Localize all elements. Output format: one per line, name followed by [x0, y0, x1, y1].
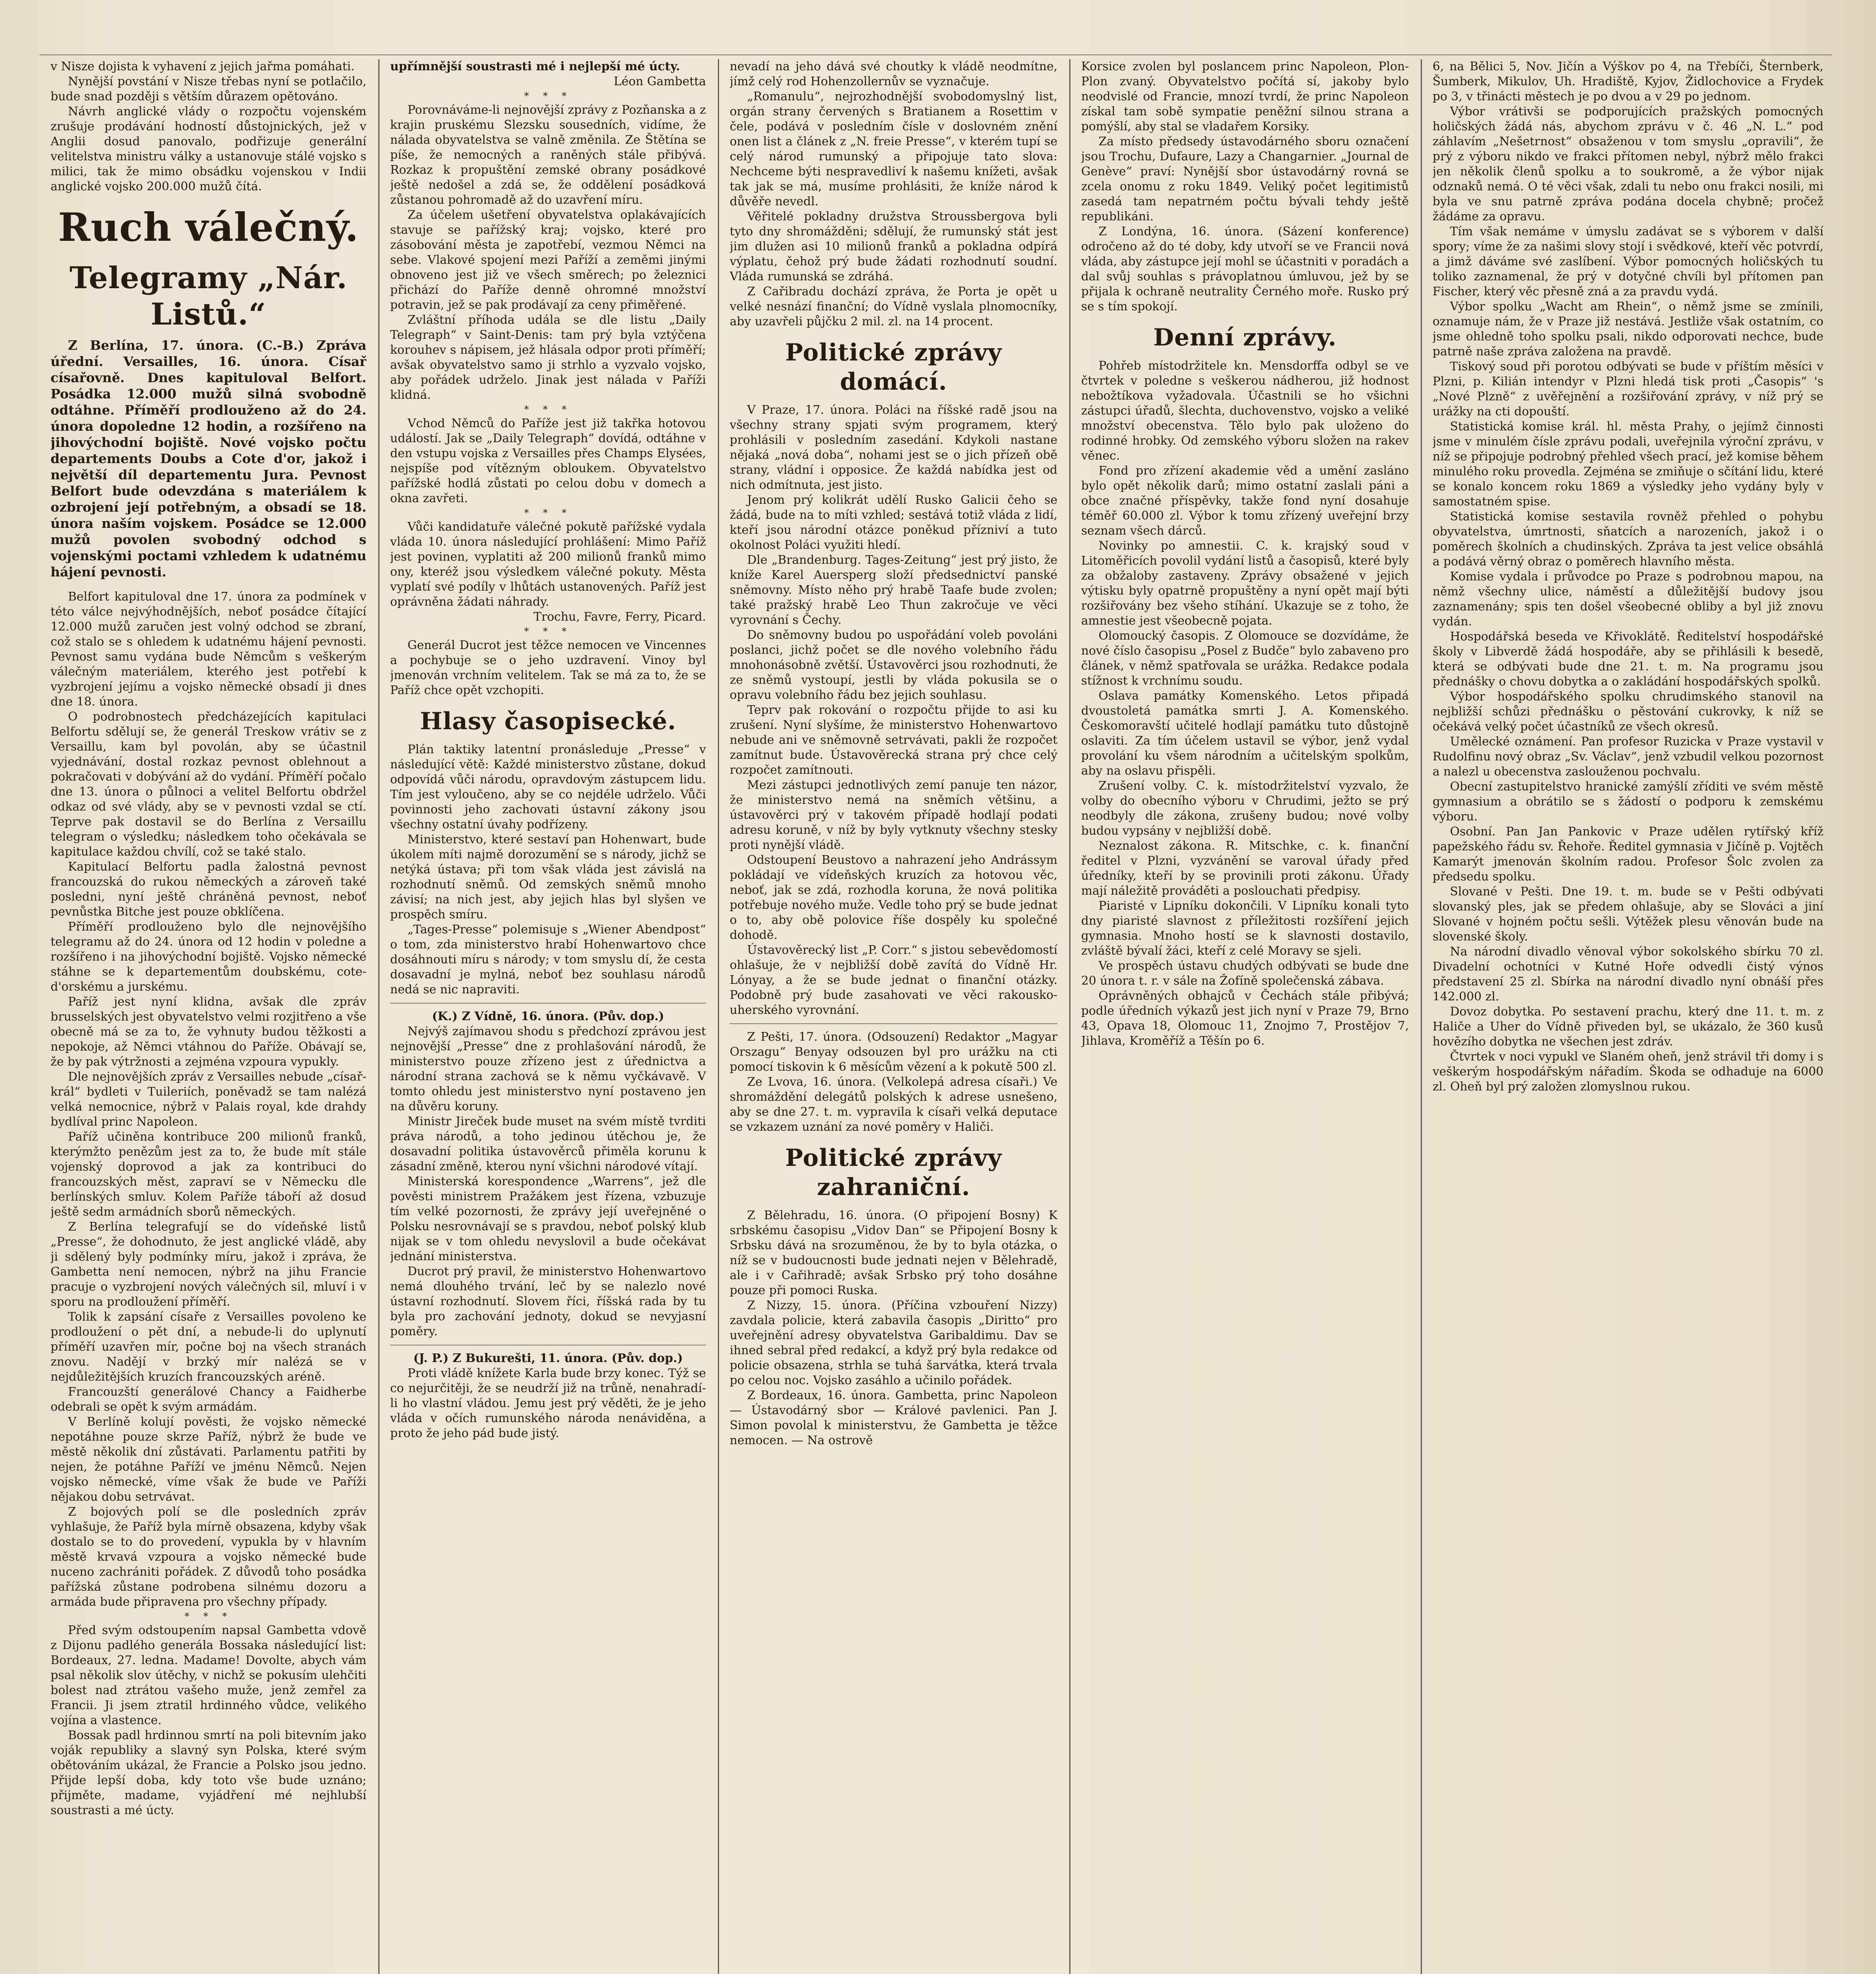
paragraph: Fond pro zřízení akademie věd a umění zasláno bylo opět několik darů; mimo ostatní zaslali páni a obce značné příspěvky, takže fond nyní dosahuje téměř 60.000 zl. Výbor k tomu zřízený uveřejní brzy seznam všech dárců.: [1081, 464, 1409, 538]
paragraph: upřímnější soustrasti mé i nejlepší mé úcty.: [390, 60, 680, 73]
paragraph: Oslava památky Komenského. Letos připadá dvoustoletá památka smrti J. A. Komenského. Českomoravští učitelé hodlají památku tuto důstojně oslaviti. Za tím účelem ustavil se výbor, jenž vydal provolání ku všem národním a učitelským spolkům, aby na oslavu přispěli.: [1081, 689, 1409, 778]
paragraph: Francouzští generálové Chancy a Faidherbe odebrali se opět k svým armádám.: [51, 1385, 366, 1414]
paragraph: Paříž jest nyní klidna, avšak dle zpráv brusselských jest obyvatelstvo velmi rozjitřeno a vše obecně má se za to, že vyhnuty budou těžkosti a nepokoje, až Němci vtáhnou do Paříže. Obávají se, že by pak výtržnosti a zejména vzpoura vypukly.: [51, 995, 366, 1069]
paragraph: Novinky po amnestii. C. k. krajský soud v Litoměřicích povolil vydání listů a časopisů, které byly za obžaloby zastaveny. Zprávy obsažené v jejich výtisku byly opatrně propuštěny a nyní opět mají býti rozšiřovány bez všeho stíhání. Ukazuje se z toho, že amnestie jest všeobecně pojata.: [1081, 539, 1409, 628]
column-1: [51, 59, 366, 1974]
divider: [730, 1023, 1057, 1024]
paragraph: Ministerská korespondence „Warrens“, jež dle pověsti ministrem Pražákem jest řízena, vzbuzuje tím velké pozornosti, že zprávy její uveřejněné o Polsku nesrovnávají se s pravdou, neboť polský klub nijak se v tom ohledu nevyslovil a bude očekávat jednání ministerstva.: [390, 1175, 706, 1263]
paragraph: Statistická komise král. hl. města Prahy, o jejímž činnosti jsme v minulém čísle zprávu podali, uveřejnila výroční zprávu, v níž se připojuje podrobný přehled všech prací, jež komise během minulého roku provedla. Zejména se zmiňuje o sčítání lidu, které se konalo koncem roku 1869 a výsledky jeho vydány byly v samostatném spise.: [1433, 420, 1823, 509]
paragraph: Neznalost zákona. R. Mitschke, c. k. finanční ředitel v Plzni, vyzvánění se varoval úřady před úředníky, kteří by se provinili proti zákonu. Úřady mají náležitě prováděti a poslouchati předpisy.: [1081, 839, 1409, 898]
paragraph: Dle „Brandenburg. Tages-Zeitung“ jest prý jisto, že kníže Karel Auersperg složí předsednictví panské sněmovny. Místo něho prý hrabě Taafe bude zvolen; také pražský hrabě Leo Thun zakročuje ve věci vyrovnání s Čechy.: [730, 553, 1057, 627]
section-heading-foreign: Politické zprávy zahraniční.: [785, 1144, 1002, 1201]
paragraph: Na národní divadlo věnoval výbor sokolského sbírku 70 zl. Divadelní ochotníci v Kutné Hoře odvedli čistý výnos představení 25 zl. Sbírka na národní divadlo nyní obnáší přes 142.000 zl.: [1433, 945, 1823, 1004]
paragraph: Ústavověrecký list „P. Corr.“ s jistou sebevědomostí ohlašuje, že v nejbližší době zavítá do Vídně Hr. Lónyay, a že se bude jednat o finanční otázky. Podobně prý bude zasahovati ve věci rakousko-uherského vyrovnání.: [730, 943, 1057, 1017]
paragraph: Osobní. Pan Jan Pankovic v Praze udělen rytířský kříž papežského řádu sv. Řehoře. Ředitel gymnasia v Jičíně p. Vojtěch Kamarýt jmenován školním radou. Profesor Šolc zvolen za předsedu spolku.: [1433, 825, 1823, 884]
paragraph: Tiskový soud při porotou odbývati se bude v příštím měsíci v Plzni, p. Kilián intendyr v Plzni hledá tisk proti „Časopis“ 's „Nové Plzně“ z uvěřejnění a rozšiřování zprávy, v níž prý se urážky na cti dopouští.: [1433, 360, 1823, 418]
paragraph: Paříž učiněna kontribuce 200 milionů franků, kterýmžto penězům jest za to, že bude mít stále vojenský doprovod a jak za kontribuci do francouzských měst, zapraví se v Německu dle berlínských smluv. Kolem Paříže táboří až dosud ještě sedm armádních sborů německých.: [51, 1130, 366, 1219]
paragraph: Ve prospěch ústavu chudých odbývati se bude dne 20 února t. r. v sále na Žofíně společenská zábava.: [1081, 959, 1409, 988]
paragraph: Dovoz dobytka. Po sestavení prachu, který dne 11. t. m. z Haliče a Uher do Vídně přiveden byl, se ukázalo, že 360 kusů hovězího dobytka ne všechen jest zdráv.: [1433, 1005, 1823, 1049]
paragraph: Umělecké oznámení. Pan profesor Ruzicka v Praze vystavil v Rudolfinu nový obraz „Sv. Václav“, jenž vzbudil velkou pozornost a nalezl u obecenstva zaslouženou pochvalu.: [1433, 735, 1823, 779]
paragraph: Za účelem ušetření obyvatelstva oplakávajících stavuje se pařížský kraj; vojsko, které pro zásobování města je zapotřebí, vezmou Němci na sebe. Vlakové spojení mezi Paříží a zeměmi jinými obnoveno jest již ve všech směrech; po železnici přichází do Paříže denně ohromné množství potravin, jež se pak prodávají za ceny přiměřené.: [390, 208, 706, 312]
section-heading-telegrams: Telegramy „Nár. Listů.“: [69, 260, 347, 332]
paragraph: „Romanulu“, nejrozhodnější svobodomyslný list, orgán strany červených s Bratianem a Rosettim v čele, podává v posledním čísle v doslovném znění onen list a článek z „N. freie Presse“, v kterém tupí se celý národ rumunský a připojuje tato slova: Nechceme býti nespravedliví k našemu knížeti, avšak tak jak se má, musíme prohlásiti, že kníže národ k důvěře nevedl.: [730, 90, 1057, 208]
separator: * * *: [524, 626, 572, 637]
divider: [390, 1003, 706, 1004]
paragraph: Návrh anglické vlády o rozpočtu vojenském zrušuje prodávání hodností důstojnických, jež v Anglii dosud panovalo, podřizuje generální velitelstva ministru války a ustanovuje stálé vojsko s milici, tak že mimo obsádku vojenskou v Indii anglické vojsko 200.000 mužů čítá.: [51, 105, 366, 193]
paragraph: Proti vládě knížete Karla bude brzy konec. Týž se co nejurčitěji, že se neudrží již na trůně, nenahradí-li ho vlastní vládou. Jemu jest prý věděti, že je jeho vláda v očích rumunského národa nenáviděna, a proto že jeho pád bude jistý.: [390, 1366, 706, 1440]
paragraph: Belfort kapituloval dne 17. února za podmínek v této válce nejvýhodnějších, neboť posádce čítající 12.000 mužů zaručen jest volný odchod se zbraní, což stalo se s ohledem k udatnému hájení pevnosti. Pevnost samu vydána bude Němcům s veškerým válečným materiálem, kterého jest potřebí k vyzbrojení jejímu a vojsko německé obsadí ji dnes dne 18. února.: [51, 590, 366, 709]
paragraph: Vůči kandidatuře válečné pokutě pařížské vydala vláda 10. února následující prohlášení: Mimo Paříž jest povinen, vyplatiti až 200 milionů franků mimo ony, kteréž jsou výsledkem válečné pokuty. Města vyplatí své podíly v lhůtách ustanovených. Paříž jest oprávněna žádati náhrady.: [390, 520, 706, 609]
paragraph: Obecní zastupitelstvo hranické zamýšlí zříditi ve svém městě gymnasium a obrátilo se s žádostí o podporu k zemskému výboru.: [1433, 780, 1823, 824]
paragraph: Piaristé v Lipníku dokončili. V Lipníku konali tyto dny piaristé slavnost z příležitosti rozšíření jejich gymnasia. Mnoho hostí se k slavnosti dostavilo, zvláště bývalí žáci, kteří z celé Moravy se sjeli.: [1081, 899, 1409, 958]
paragraph: Z Bordeaux, 16. února. Gambetta, princ Napoleon — Ústavodárný sbor — Králové pavlenici. Pan J. Simon povolal k ministerstvu, že Gambetta je těžce nemocen. — Na ostrově: [730, 1389, 1057, 1447]
paragraph: O podrobnostech předcházejících kapitulaci Belfortu sdělují se, že generál Treskow vrátiv se z Versaillu, kam byl povolán, aby se účastnil vyjednávání, dostal rozkaz pevnost oblehnout a pokračovati v dobývání až do vydání. Příměří počalo dne 13. února o půlnoci a velitel Belfortu obdržel odkaz od své vlády, aby se v pevnosti vzdal se ctí. Teprve pak dostavil se do Berlína z Versaillu telegram o výsledku; následkem toho očekávala se kapitulace každou chvílí, což se také stalo.: [51, 710, 366, 859]
separator: * * *: [184, 1611, 233, 1622]
separator: * * *: [524, 507, 572, 518]
column-rule: [378, 59, 379, 1974]
paragraph: Věřitelé pokladny družstva Stroussbergova byli tyto dny shromážděni; sdělují, že rumunský stát jest jim dlužen asi 10 milionů franků a pokladna odpírá výplatu, čehož prý bude žádati rozhodnutí soudní. Vláda rumunská se zdráhá.: [730, 210, 1057, 283]
paragraph: Výbor spolku „Wacht am Rhein“, o němž jsme se zmínili, oznamuje nám, že v Praze již nestává. Jestliže však ostatním, co jsme ohledně toho spolku psali, nikdo odporovati nechce, bude patrně naše zpráva založena na pravdě.: [1433, 300, 1823, 358]
column-3: [730, 59, 1057, 1974]
separator: * * *: [524, 90, 572, 101]
column-rule: [1069, 59, 1070, 1974]
paragraph: Statistická komise sestavila rovněž přehled o pohybu obyvatelstva, úmrtnosti, sňatcích a narozeních, jakož i o poměrech školních a chudinských. Zpráva ta jest velice obsáhlá a podává věrný obraz o poměrech hlavního města.: [1433, 510, 1823, 569]
paragraph: Zvláštní příhoda udála se dle listu „Daily Telegraph“ v Saint-Denis: tam prý byla vztýčena korouhev s nápisem, jež hlásala odpor proti příměří; avšak obyvatelstvo samo ji strhlo a vyzvalo vojsko, aby pořádek udrželo. Jinak jest nálada v Paříži klidná.: [390, 313, 706, 402]
paragraph: Z Bělehradu, 16. února. (O připojení Bosny) K srbskému časopisu „Vidov Dan“ se Připojení Bosny k Srbsku dává na srozuměnou, že by to byla otázka, o níž se v budoucnosti bude jednati nejen v Bělehradě, ale i v Cařihradě; avšak Srbsko prý toho dosáhne pouze při pomoci Ruska.: [730, 1208, 1057, 1297]
telegram-text: Z Berlína, 17. února. (C.-B.) Zpráva úřední. Versailles, 16. února. Císař císařovně. Dnes kapituloval Belfort. Posádka 12.000 mužů silná svobodně odtáhne. Příměří prodlouženo až do 24. února dopoledne 12 hodin, a rozšířeno na jihovýchodní bojiště. Nové vojsko počtu departements Doubs a Cote d'or, jakož i největší díl departementu Jura. Pevnost Belfort bude odevzdána s materiálem k ozbrojení její potřebným, a obsadí se 18. února naším vojskem. Posádce se 12.000 mužů povolen svobodný odchod s vojenskými poctami vzhledem k udatnému hájení pevnosti.: [51, 338, 366, 580]
paragraph: Olomoucký časopis. Z Olomouce se dozvídáme, že nové číslo časopisu „Posel z Budče“ bylo zabaveno pro článek, v němž spatřovala se urážka. Redakce podala stížnost k vrchnímu soudu.: [1081, 629, 1409, 688]
paragraph: Tolik k zapsání císaře z Versailles povoleno ke prodloužení o pět dní, a nebude-li do uplynutí příměří uzavřen mír, počne boj na všech stranách znovu. Nadějí v brzký mír nalézá se v nejdůležitějších kruzích francouzských aréně.: [51, 1310, 366, 1384]
paragraph: Odstoupení Beustovo a nahrazení jeho Andrássym pokládají ve vídeňských kruzích za hotovou věc, neboť, jak se zdá, rozhodla koruna, že nová politika potřebuje nového muže. Vedle toho prý se bude jednat o to, aby obě polovice říše dospěly ku společné dohodě.: [730, 853, 1057, 942]
paragraph: V Praze, 17. února. Poláci na říšské radě jsou na všechny strany spjati svým programem, který prohlásili v posledním zasedání. Kdykoli nastane nějaká „nová doba“, nohami jest se o jich přízeň obě strany, vládní i opposice. Že každá nabídka jest od nich odmítnuta, jest jisto.: [730, 403, 1057, 492]
paragraph: Porovnáváme-li nejnovější zprávy z Pozňanska a z krajin pruskému Slezsku sousedních, vidíme, že nálada obyvatelstva se valně změnila. Ze Štětína se píše, že nemocných a raněných stále přibývá. Rozkaz k propuštění zemské obrany posádkové ještě nedošel a zdá se, že oddělení posádková zůstanou pohromadě až do uzavření míru.: [390, 103, 706, 207]
paragraph: Oprávněných obhajců v Čechách stále přibývá; podle úředních výkazů jest jich nyní v Praze 79, Brno 43, Opava 18, Olomouc 11, Znojmo 7, Prostějov 7, Jihlava, Kroměříž a Těšín po 6.: [1081, 989, 1409, 1048]
paragraph: Z Cařibradu dochází zpráva, že Porta je opět u velké nesnází finanční; do Vídně vyslala plnomocníky, aby uzavřeli půjčku 2 mil. zl. na 14 procent.: [730, 285, 1057, 328]
paragraph: Výbor hospodářského spolku chrudimského stanovil na nejbližší schůzi přednášku o pěstování cukrovky, k níž se očekává velký počet účastníků ze všech okresů.: [1433, 690, 1823, 734]
paragraph: Ministerstvo, které sestaví pan Hohenwart, bude úkolem míti najmě dorozumění se s národy, jichž se netýká ústava; při tom však vláda jest závislá na rozhodnutí sněmů. Od zemských sněmů mnoho závisí; na nich jest, aby jejich hlas byl slyšen ve prospěch smíru.: [390, 833, 706, 921]
paragraph: Korsice zvolen byl poslancem princ Napoleon, Plon-Plon zvaný. Obyvatelstvo počítá sí, jakoby bylo neodvislé od Francie, mnozí tvrdí, že princ Napoleon získal tam sobě sympatie peněžní silnou strana a pomýšlí, aby stal se vladařem Korsiky.: [1081, 60, 1409, 133]
paragraph: Nejvýš zajímavou shodu s předchozí zprávou jest nejnovější „Presse“ dne z prohlašování národů, že ministerstvo pouze zřízeno jest z úřednictva a národní strana zachová se k němu vyčkávavě. V tomto ohledu jest ministerstvo nyní postaveno jen na důvěru koruny.: [390, 1025, 706, 1113]
paragraph: Z Berlína telegrafují se do vídeňské listů „Presse“, že dohodnuto, že jest anglické vládě, aby ji sdělený byly podmínky míru, jakož i zpráva, že Gambetta není nemocen, nýbrž na jihu Francie pracuje o vyzbrojení nových válečných sil, mluví i v sporu na prodloužení příměří.: [51, 1220, 366, 1309]
paragraph: Ministr Jireček bude muset na svém místě tvrditi práva národů, a toho jedinou útěchou je, že dosavadní politika ústavověrců přiměla korunu k zásadní změně, kterou nyní všichni národové vítají.: [390, 1115, 706, 1173]
paragraph: Komise vydala i průvodce po Praze s podrobnou mapou, na němž všechny ulice, náměstí a důležitější budovy jsou zaznamenány; spis ten došel všeobecné obliby a byl již znovu vydán.: [1433, 570, 1823, 629]
paragraph: Tím však nemáme v úmyslu zadávat se s výborem v další spory; víme že za našimi slovy stojí i svědkové, kteří věc potvrdí, a jimž dáváme své zaslíbení. Výbor pomocných holičských tu toliko zaznamenal, že prý v dotyčné chvíli byl přítomen pan Fischer, který věc přesně zná a za pravdu vydá.: [1433, 225, 1823, 298]
column-4: [1081, 59, 1409, 1974]
column-rule: [718, 59, 719, 1974]
paragraph: Z Pešti, 17. února. (Odsouzení) Redaktor „Magyar Orszagu“ Benyay odsouzen byl pro urážku na cti pomocí tiskovin k 6 měsícům vězení a k pokutě 500 zl.: [730, 1030, 1057, 1074]
paragraph: v Nisze dojista k vyhavení z jejich jařma pomáhati.: [51, 60, 355, 73]
paragraph: Čtvrtek v noci vypukl ve Slaném oheň, jenž strávil tři domy i s veškerým hospodářským nářadím. Škoda se odhaduje na 6000 zl. Oheň byl prý založen zlomyslnou rukou.: [1433, 1050, 1823, 1094]
paragraph: „Tages-Presse“ polemisuje s „Wiener Abendpost“ o tom, zda ministerstvo hrabí Hohenwartovo chce dosáhnouti míru s národy; v tom smyslu dí, že cesta dosavadní je mylná, neboť bez souhlasu národů nedá se nic napraviti.: [390, 923, 706, 996]
dateline: (J. P.) Z Bukurešti, 11. února. (Pův. dop.): [413, 1351, 683, 1365]
paragraph: Z bojových polí se dle posledních zpráv vyhlašuje, že Paříž byla mírně obsazena, kdyby však dostalo se to do provedení, vypukla by v hlavním městě krvavá vzpoura a vojsko německé bude nuceno zachrániti pořádek. Z důvodů toho posádka pařížská zůstane podrobena silnému dozoru a armáda bude připravena pro všechny případy.: [51, 1505, 366, 1609]
signatories: Trochu, Favre, Ferry, Picard.: [533, 610, 706, 624]
separator: * * *: [524, 404, 572, 415]
paragraph: Příměří prodlouženo bylo dle nejnovějšího telegramu až do 24. února od 12 hodin v poledne a rozšířeno i na jihovýchodní bojiště. Vojsko německé stáhne se k departementům doubskému, cote-d'orskému a jurskému.: [51, 920, 366, 994]
paragraph: Zrušení volby. C. k. místodržitelství vyzvalo, že volby do obecního výboru v Chrudimi, ježto se prý neodbyly dle zákona, zrušeny budou; nové volby budou vypsány v nejbližší době.: [1081, 779, 1409, 838]
paragraph: Před svým odstoupením napsal Gambetta vdově z Dijonu padlého generála Bossaka následující list: Bordeaux, 27. ledna. Madame! Dovolte, abych vám psal několik slov útěchy, v nichž se pokusím ulehčiti bolest nad ztrátou vašeho muže, jenž zemřel za Francii. Ji jsem ztratil hrdinného vůdce, velikého vojína a vlastence.: [51, 1623, 366, 1727]
paragraph: Dle nejnovějších zpráv z Versailles nebude „císař-král“ bydleti v Tuileriích, poněvadž se tam nalézá velká nemocnice, nýbrž v Palais royal, kde drahdy bydlíval princ Napoleon.: [51, 1070, 366, 1129]
section-heading-war: Ruch válečný.: [58, 205, 359, 250]
paragraph: V Berlíně kolují pověsti, že vojsko německé nepotáhne pouze skrze Paříž, nýbrž že bude ve městě několik dní zůstávati. Parlamentu patřiti by nejen, že potáhne Paříží ve jménu Němců. Nejen vojsko německé, víme však že bude ve Paříži nějakou dobu setrvávat.: [51, 1415, 366, 1504]
signature: Léon Gambetta: [614, 75, 706, 88]
paragraph: Pohřeb místodržitele kn. Mensdorffa odbyl se ve čtvrtek v poledne s veškerou nádherou, již hodnost nebožtíkova vyžadovala. Účastnili se ho všichni zástupci úřadů, šlechta, duchovenstvo, vojsko a veliké množství obecenstva. Tělo bylo pak uloženo do rodinné hrobky. Od zemského výboru složen na rakev věnec.: [1081, 359, 1409, 463]
paragraph: Generál Ducrot jest těžce nemocen ve Vincennes a pochybuje se o jeho uzdravení. Vinoy byl jmenován vrchním velitelem. Tak se má za to, že se Paříž chce opět vzchopiti.: [390, 638, 706, 697]
paragraph: Do sněmovny budou po uspořádání voleb povoláni poslanci, jichž počet se dle nového volebního řádu mnohonásobně zvětší. Ústavověrci jsou rozhodnuti, že ze sněmů vystoupí, jestli by vláda pokusila se o opravu volebního řádu bez jejich souhlasu.: [730, 628, 1057, 702]
paragraph: Teprv pak rokování o rozpočtu přijde to asi ku zrušení. Nyní slyšíme, že ministerstvo Hohenwartovo nebude ani ve sněmovně setrvávati, pakli že rozpočet zamítnut bude. Ústavověrecká strana prý chce celý rozpočet zamítnouti.: [730, 703, 1057, 777]
column-5: [1433, 59, 1823, 1974]
paragraph: nevadí na jeho dává své choutky k vládě neodmítne, jímž celý rod Hohenzollernův se vyznačuje.: [730, 60, 1057, 88]
column-rule: [1421, 59, 1422, 1974]
paragraph: Výbor vrátivši se podporujících pražských pomocných holičských žádá nás, abychom zprávu v č. 46 „N. L.“ pod záhlavím „Nešetrnost“ obsaženou v tom smyslu „opravili“, že prý z výboru nikdo ve frakci přítomen nebyl, nýbrž mělo frakci jen několik členů spolku a to soukromě, a že výbor nijak odznaků nemá. O té věci však, zdali tu nebo onu frakci nosili, mi byla ve snu patrně zpráva podána docela chybně; pročež žádáme za opravu.: [1433, 105, 1823, 223]
paragraph: Mezi zástupci jednotlivých zemí panuje ten názor, že ministerstvo nemá na sněmích většinu, a ústavověrci prý v takovém případě hodlají podati adresu koruně, v níž by byly vytknuty všechny stesky proti nynější vládě.: [730, 778, 1057, 852]
dateline: (K.) Z Vídně, 16. února. (Pův. dop.): [432, 1010, 664, 1023]
telegram-block: [51, 337, 366, 580]
section-heading-daily: Denní zprávy.: [1153, 324, 1337, 351]
paragraph: Z Nizzy, 15. února. (Příčina vzbouření Nizzy) zavdala policie, která zabavila časopis „Diritto“ pro uveřejnění adresy obyvatelstva Garibaldimu. Dav se ihned sebral před redakcí, a když prý byla redakce od policie obsazena, strhla se tuhá šarvátka, která trvala po celou noc. Vojsko zasáhlo a učinilo pořádek.: [730, 1298, 1057, 1387]
paragraph: Bossak padl hrdinnou smrtí na poli bitevním jako voják republiky a slavný syn Polska, které svým obětováním ukázal, že Francie a Polsko jsou jedno. Přijde lepší doba, kdy toto vše bude uznáno; přijměte, madame, vyjádření mé nejhlubší soustrasti a mé úcty.: [51, 1728, 366, 1817]
paragraph: Slované v Pešti. Dne 19. t. m. bude se v Pešti odbývati slovanský ples, jak se předem ohlašuje, aby se Slováci a jiní Slované v hojném počtu sešli. Výtěžek plesu věnován bude na slovenské školy.: [1433, 885, 1823, 944]
paragraph: Nynější povstání v Nisze třebas nyní se potlačilo, bude snad později s větším důrazem opětováno.: [51, 75, 366, 103]
column-2: [390, 59, 706, 1974]
paragraph: Hospodářská beseda ve Křivoklátě. Ředitelství hospodářské školy v Libverdě žádá hospodáře, aby se přihlásili k besedě, která se odbývati bude dne 21. t. m. Na programu jsou přednášky o chovu dobytka a o zakládání hospodářských spolků.: [1433, 630, 1823, 689]
paragraph: Ducrot prý pravil, že ministerstvo Hohenwartovo nemá dlouhého trvání, leč by se nalezlo nové ústavní rozhodnutí. Slovem říci, říšská rada by tu byla pro zachování jednoty, dokud se nevyjasní poměry.: [390, 1265, 706, 1338]
paragraph: 6, na Bělici 5, Nov. Jičín a Výškov po 4, na Třebíči, Šternberk, Šumberk, Mikulov, Uh. Hradiště, Kyjov, Židlochovice a Frydek po 3, v třinácti městech je po dvou a v 29 po jednom.: [1433, 60, 1823, 103]
paragraph: Plán taktiky latentní pronásleduje „Presse“ v následující větě: Každé ministerstvo zůstane, dokud odpovídá vůči národu, opravdovým zástupcem lidu. Tím jest vyloučeno, aby se co nejdéle udrželo. Vůči povinnosti jeho zachovati ústavní zákony jsou všechny ostatní úvahy podřízeny.: [390, 743, 706, 831]
top-rule: [39, 54, 1832, 55]
section-heading-domestic: Politické zprávy domácí.: [785, 339, 1002, 396]
paragraph: Za místo předsedy ústavodárného sboru označení jsou Trochu, Dufaure, Lazy a Changarnier. „Journal de Genève“ praví: Nynější sbor ústavodárný rovná se zcela onomu z roku 1849. Veliký počet legitimistů zasedá tam nepatrném počtu bývali tehdy ještě republikáni.: [1081, 135, 1409, 223]
paragraph: Z Londýna, 16. února. (Sázení konference) odročeno až do té doby, kdy utvoří se ve Francii nová vláda, aby zástupce její mohl se účastniti v poradách a dal svůj souhlas s právoplatnou úmluvou, jež by se přijala k ochraně neutrality Černého moře. Rusko prý se s tím spokojí.: [1081, 225, 1409, 313]
section-heading-press: Hlasy časopisecké.: [420, 707, 676, 735]
paragraph: Jenom prý kolikrát udělí Rusko Galicii čeho se žádá, bude na to míti vzhled; sestává totiž vláda z lidí, kteří jsou národní otázce poněkud přízniví a tuto okolnost Poláci využiti hledí.: [730, 493, 1057, 552]
paragraph: Vchod Němců do Paříže jest již takřka hotovou událostí. Jak se „Daily Telegraph“ dovídá, odtáhne v den vstupu vojska z Versailles přes Champs Elysées, nejspíše pod vítězným obloukem. Obyvatelstvo pařížské hodlá zůstati po celou dobu v domech a okna zavřeti.: [390, 417, 706, 505]
paragraph: Kapitulací Belfortu padla žalostná pevnost francouzská do rukou německých a zároveň také posledni, nyní ještě chráněná pevnost, neboť pevnůstka Bitche jest pouze obklíčena.: [51, 860, 366, 919]
paragraph: Ze Lvova, 16. února. (Velkolepá adresa císaři.) Ve shromáždění delegátů polských k adrese usnešeno, aby se dne 27. t. m. vypravila k císaři velká deputace se vzkazem uznání za nové poměry v Haliči.: [730, 1075, 1057, 1134]
